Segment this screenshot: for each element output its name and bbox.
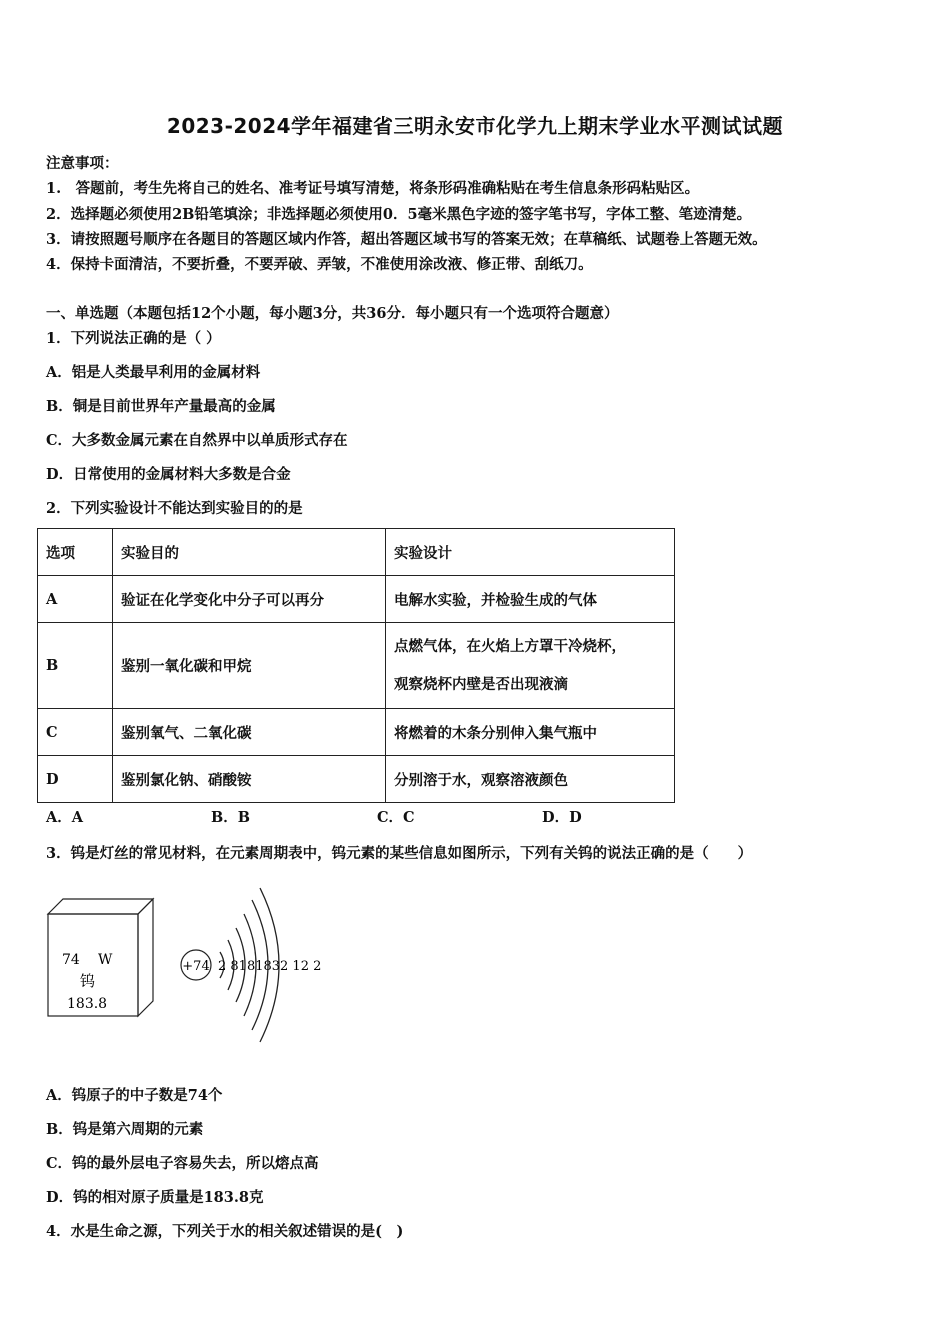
question-2-answer-b: B．B — [211, 809, 251, 826]
notice-item: 3．请按照题号顺序在各题目的答题区域内作答，超出答题区域书写的答案无效；在草稿纸、试题卷上答题无效。 — [46, 231, 767, 248]
table-cell-purpose: 鉴别氧气、二氧化碳 — [113, 709, 386, 756]
table-cell-option: C — [38, 709, 113, 756]
table-row — [38, 576, 675, 623]
atomic-mass: 183.8 — [67, 996, 108, 1012]
experiment-table — [37, 528, 675, 803]
nuclear-charge: +74 — [182, 959, 210, 974]
question-3-stem: 3．钨是灯丝的常见材料，在元素周期表中，钨元素的某些信息如图所示，下列有关钨的说法正确的是（ ） — [46, 845, 753, 862]
section-heading: 一、单选题（本题包括12个小题，每小题3分，共36分．每小题只有一个选项符合题意） — [46, 305, 619, 322]
design-line: 点燃气体，在火焰上方罩干冷烧杯， — [394, 637, 626, 655]
table-cell-design — [386, 623, 675, 709]
question-1-stem: 1．下列说法正确的是（ ） — [46, 330, 221, 347]
table-cell-design: 将燃着的木条分别伸入集气瓶中 — [386, 709, 675, 756]
table-cell-design: 分别溶于水，观察溶液颜色 — [386, 756, 675, 803]
notice-item: 2．选择题必须使用2B铅笔填涂；非选择题必须使用0．5毫米黑色字迹的签字笔书写，字体工整、笔迹清楚。 — [46, 206, 752, 223]
question-1-option-b: B．铜是目前世界年产量最高的金属 — [46, 398, 276, 415]
table-row — [38, 756, 675, 803]
atom-structure-diagram — [181, 888, 321, 1042]
table-cell-option: A — [38, 576, 113, 623]
table-header-cell: 实验设计 — [386, 529, 675, 576]
question-4-stem: 4．水是生命之源，下列关于水的相关叙述错误的是( ) — [46, 1223, 404, 1240]
question-2-answer-a: A．A — [46, 809, 84, 826]
design-line: 观察烧杯内壁是否出现液滴 — [394, 675, 568, 693]
notice-item: 4．保持卡面清洁，不要折叠，不要弄破、弄皱，不准使用涂改液、修正带、刮纸刀。 — [46, 256, 593, 273]
table-cell-purpose: 鉴别氯化钠、硝酸铵 — [113, 756, 386, 803]
question-3-option-c: C．钨的最外层电子容易失去，所以熔点高 — [46, 1155, 319, 1172]
question-3-option-a: A．钨原子的中子数是74个 — [46, 1087, 223, 1104]
table-cell-purpose: 鉴别一氧化碳和甲烷 — [113, 623, 386, 709]
question-1-option-a: A．铝是人类最早利用的金属材料 — [46, 364, 261, 381]
element-card — [48, 899, 153, 1016]
table-row — [38, 709, 675, 756]
notice-heading: 注意事项： — [46, 155, 119, 172]
tungsten-figure — [40, 872, 330, 1052]
question-1-option-c: C．大多数金属元素在自然界中以单质形式存在 — [46, 432, 348, 449]
notice-item: 1. 答题前，考生先将自己的姓名、准考证号填写清楚，将条形码准确粘贴在考生信息条形码粘贴区。 — [46, 180, 700, 197]
page-title: 2023-2024学年福建省三明永安市化学九上期末学业水平测试试题 — [166, 114, 784, 138]
table-row — [38, 623, 675, 709]
table-header-cell: 实验目的 — [113, 529, 386, 576]
question-3-option-d: D．钨的相对原子质量是183.8克 — [46, 1189, 264, 1206]
table-cell-option: D — [38, 756, 113, 803]
table-cell-purpose: 验证在化学变化中分子可以再分 — [113, 576, 386, 623]
question-2-answer-c: C．C — [377, 809, 415, 826]
question-2-answer-d: D．D — [542, 809, 582, 826]
table-cell-design: 电解水实验，并检验生成的气体 — [386, 576, 675, 623]
element-symbol: W — [98, 952, 113, 968]
question-2-stem: 2．下列实验设计不能达到实验目的的是 — [46, 500, 303, 517]
electron-configuration: 2 8181832 12 2 — [218, 959, 322, 974]
atomic-number: 74 — [62, 952, 80, 968]
question-3-option-b: B．钨是第六周期的元素 — [46, 1121, 204, 1138]
element-name: 钨 — [80, 972, 96, 990]
table-header-row — [38, 529, 675, 576]
table-cell-option: B — [38, 623, 113, 709]
question-1-option-d: D．日常使用的金属材料大多数是合金 — [46, 466, 291, 483]
table-header-cell: 选项 — [38, 529, 113, 576]
